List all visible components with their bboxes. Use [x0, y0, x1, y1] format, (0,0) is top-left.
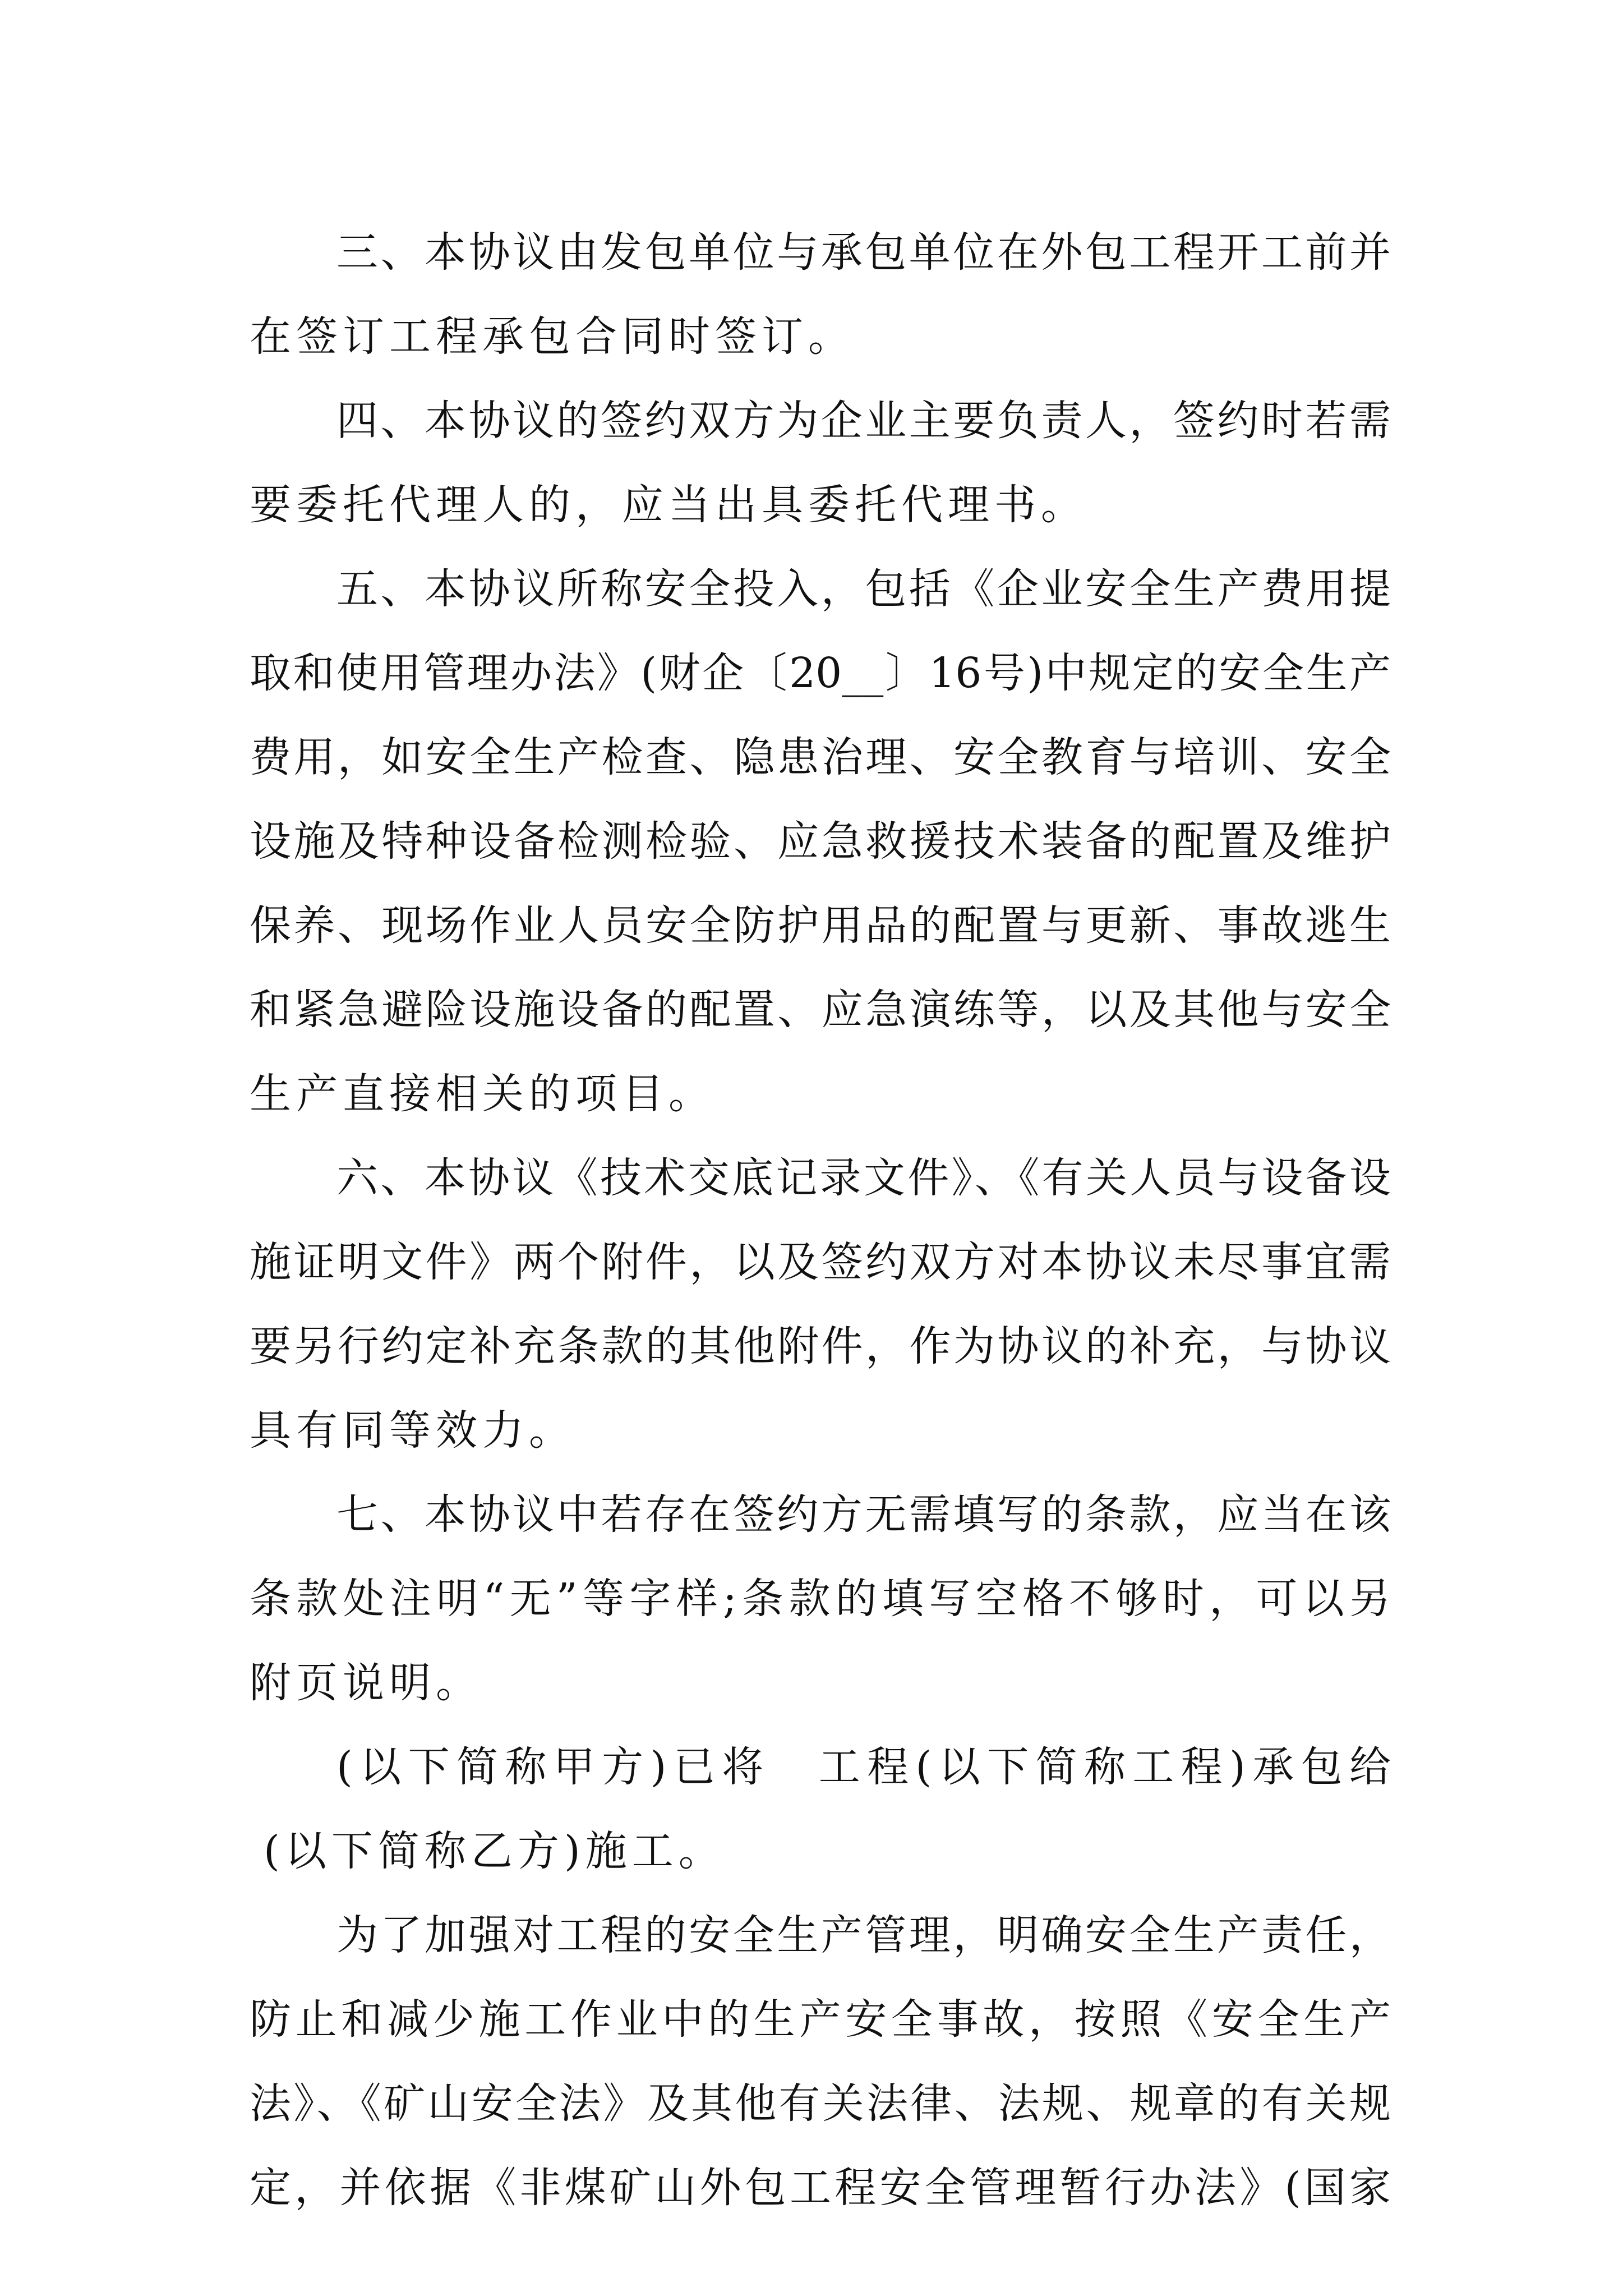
paragraph-line: 保养、现场作业人员安全防护用品的配置与更新、事故逃生 — [250, 901, 1391, 950]
paragraph-line: 条款处注明“无”等字样;条款的填写空格不够时，可以另 — [250, 1575, 1391, 1623]
paragraph-line: 在签订工程承包合同时签订。 — [250, 312, 855, 361]
paragraph-line: 和紧急避险设施设备的配置、应急演练等，以及其他与安全 — [250, 986, 1391, 1034]
paragraph-line: 防止和减少施工作业中的生产安全事故，按照《安全生产 — [250, 1995, 1391, 2044]
paragraph-line: 五、本协议所称安全投入，包括《企业安全生产费用提 — [336, 565, 1391, 613]
paragraph-line: 施证明文件》两个附件，以及签约双方对本协议未尽事宜需 — [250, 1238, 1391, 1286]
paragraph-line: (以下简称乙方)施工。 — [264, 1827, 725, 1875]
paragraph-line: 要另行约定补充条款的其他附件，作为协议的补充，与协议 — [250, 1322, 1391, 1370]
paragraph-line: 定，并依据《非煤矿山外包工程安全管理暂行办法》(国家 — [250, 2164, 1391, 2212]
paragraph-line: 要委托代理人的，应当出具委托代理书。 — [250, 481, 1087, 529]
paragraph-line: 四、本协议的签约双方为企业主要负责人，签约时若需 — [336, 397, 1391, 445]
paragraph-line: 为了加强对工程的安全生产管理，明确安全生产责任， — [336, 1911, 1391, 1959]
paragraph-line: 法》、《矿山安全法》及其他有关法律、法规、规章的有关规 — [250, 2079, 1391, 2128]
paragraph-line: 生产直接相关的项目。 — [250, 1070, 715, 1118]
paragraph-line: 具有同等效力。 — [250, 1406, 575, 1455]
paragraph-line: 附页说明。 — [250, 1659, 482, 1707]
paragraph-line: 七、本协议中若存在签约方无需填写的条款，应当在该 — [336, 1490, 1391, 1539]
paragraph-line: 取和使用管理办法》(财企〔20__〕16号)中规定的安全生产 — [250, 649, 1391, 697]
paragraph-line: 设施及特种设备检测检验、应急救援技术装备的配置及维护 — [250, 817, 1391, 866]
paragraph-line: 费用，如安全生产检查、隐患治理、安全教育与培训、安全 — [250, 733, 1391, 781]
paragraph-line: 三、本协议由发包单位与承包单位在外包工程开工前并 — [336, 228, 1391, 277]
paragraph-line: 六、本协议《技术交底记录文件》、《有关人员与设备设 — [336, 1154, 1391, 1202]
paragraph-line: (以下简称甲方)已将 工程(以下简称工程)承包给 — [336, 1743, 1391, 1791]
